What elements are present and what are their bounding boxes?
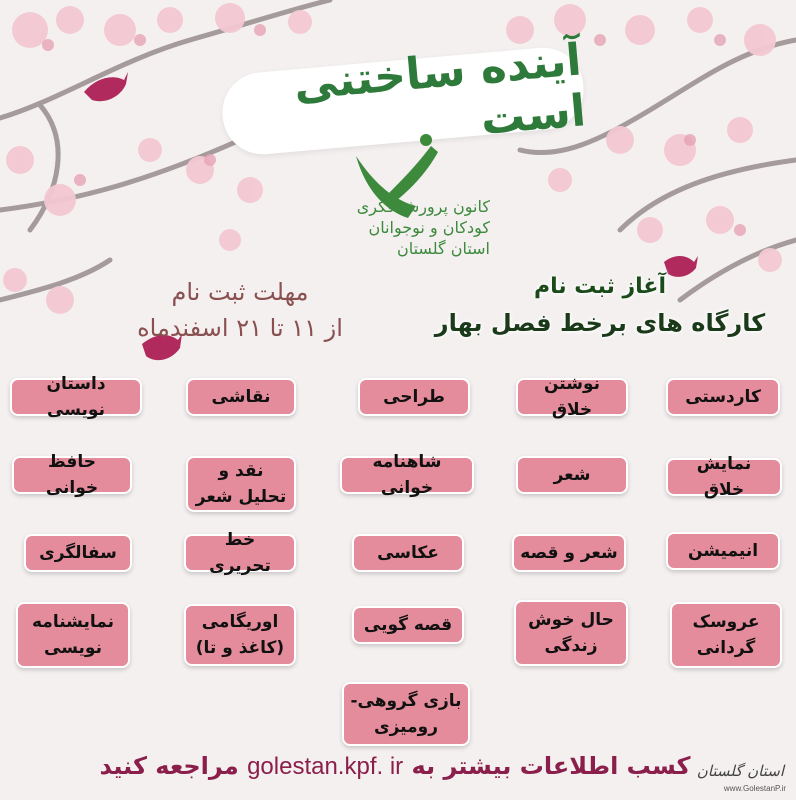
workshop-painting: نقاشی bbox=[186, 378, 296, 416]
deadline-title: مهلت ثبت نام bbox=[171, 278, 309, 306]
org-line-2: کودکان و نوجوانان bbox=[368, 218, 490, 237]
org-line-1: کانون پرورش فکری bbox=[356, 197, 490, 216]
workshop-photography: عکاسی bbox=[352, 534, 464, 572]
workshop-playwriting: نمایشنامه نویسی bbox=[16, 602, 130, 668]
workshop-origami: اوریگامی (کاغذ و تا) bbox=[184, 604, 296, 666]
organization-name bbox=[330, 196, 490, 259]
footer-info bbox=[60, 752, 730, 781]
registration-deadline bbox=[120, 274, 360, 346]
workshop-poetry-story: شعر و قصه bbox=[512, 534, 626, 572]
workshop-handicraft: کاردستی bbox=[666, 378, 780, 416]
workshop-pottery: سفالگری bbox=[24, 534, 132, 572]
workshop-joyful-living: حال خوش زندگی bbox=[514, 600, 628, 666]
watermark-text: استان گلستان bbox=[696, 762, 784, 780]
watermark-url: www.GolestanP.ir bbox=[723, 784, 786, 793]
deadline-range: از ۱۱ تا ۲۱ اسفندماه bbox=[137, 314, 343, 342]
registration-title: آغاز ثبت نام bbox=[534, 274, 666, 299]
workshop-shahnameh-reading: شاهنامه خوانی bbox=[340, 456, 474, 494]
workshop-handwriting: خط تحریری bbox=[184, 534, 296, 572]
workshop-storytelling: قصه گویی bbox=[352, 606, 464, 644]
footer-suffix: مراجعه کنید bbox=[99, 752, 239, 780]
workshop-animation: انیمیشن bbox=[666, 532, 780, 570]
workshop-puppetry: عروسک گردانی bbox=[670, 602, 782, 668]
footer-url[interactable]: golestan.kpf. ir bbox=[247, 753, 404, 780]
workshop-hafez-reading: حافظ خوانی bbox=[12, 456, 132, 494]
registration-subtitle: کارگاه های برخط فصل بهار bbox=[434, 309, 766, 337]
workshop-board-games: بازی گروهی-رومیزی bbox=[342, 682, 470, 746]
workshop-poetry: شعر bbox=[516, 456, 628, 494]
registration-start bbox=[430, 270, 770, 342]
slogan-text: آینده ساختنی است bbox=[291, 34, 588, 146]
org-line-3: استان گلستان bbox=[396, 239, 490, 258]
footer-prefix: کسب اطلاعات بیشتر به bbox=[411, 752, 691, 780]
workshop-creative-writing: نوشتن خلاق bbox=[516, 378, 628, 416]
watermark bbox=[662, 760, 792, 798]
workshop-poetry-critique: نقد و تحلیل شعر bbox=[186, 456, 296, 512]
workshop-story-writing: داستان نویسی bbox=[10, 378, 142, 416]
workshop-design: طراحی bbox=[358, 378, 470, 416]
workshop-creative-drama: نمایش خلاق bbox=[666, 458, 782, 496]
